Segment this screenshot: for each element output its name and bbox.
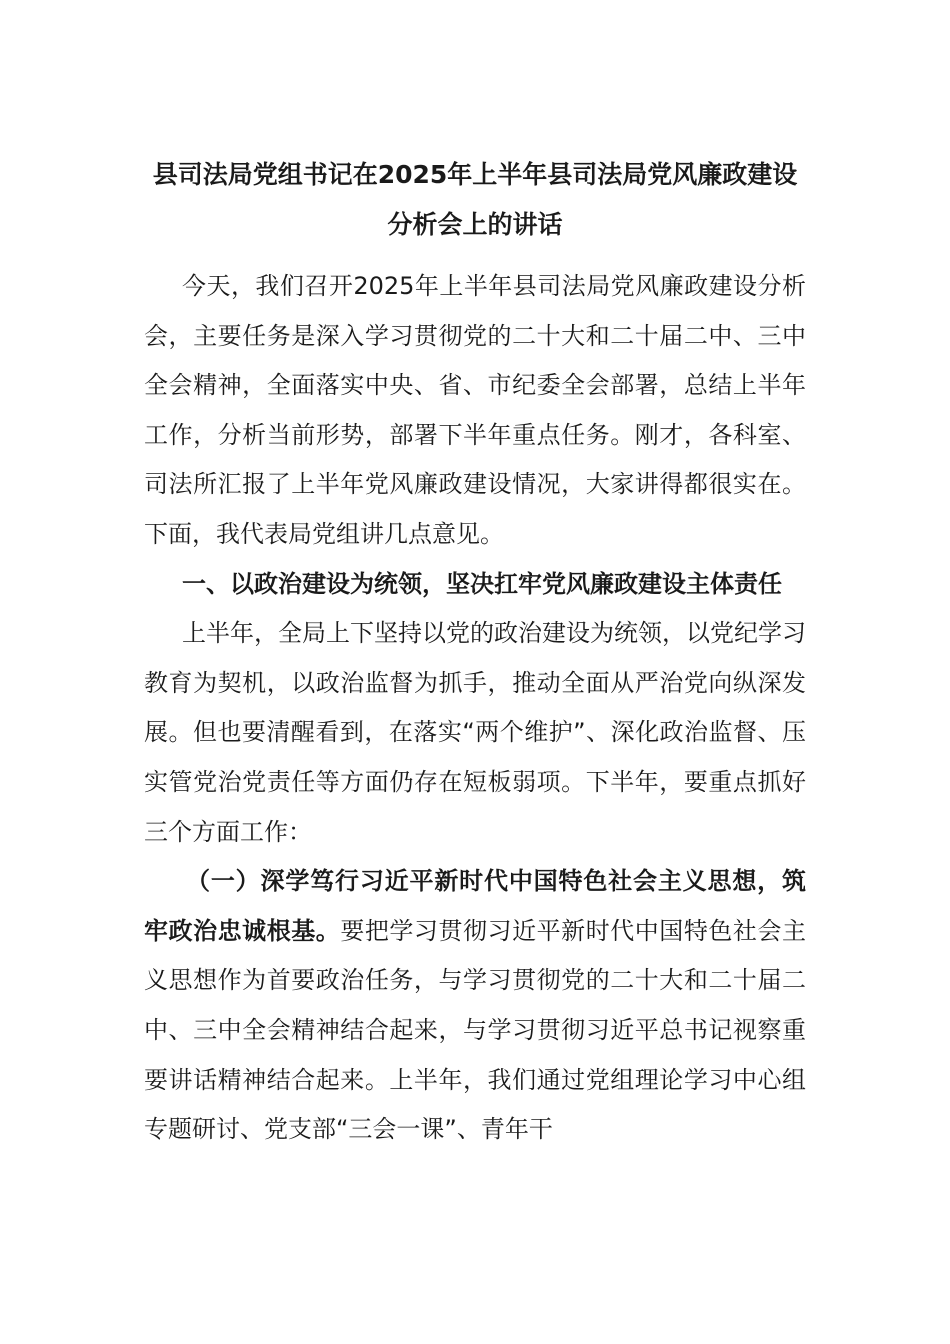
subsection-text: 要把学习贯彻习近平新时代中国特色社会主义思想作为首要政治任务，与学习贯彻党的二十大和二十届二中、三中全会精神结合起来，与学习贯彻习近平总书记视察重要讲话精神结合起来。上半年，我们通过党组理论学习中心组专题研讨、党支部“三会一课”、青年干 (144, 916, 807, 1144)
paragraph-section-1: 上半年，全局上下坚持以党的政治建设为统领，以党纪学习教育为契机，以政治监督为抓手，推动全面从严治党向纵深发展。但也要清醒看到，在落实“两个维护”、深化政治监督、压实管党治党责任等方面仍存在短板弱项。下半年，要重点抓好三个方面工作： (144, 619, 806, 846)
subsection-lead: （一）深学笃行习近平新时代中国特色社会主义思想，筑牢政治忠诚根基。 (144, 867, 806, 945)
paragraph-intro: 今天，我们召开2025年上半年县司法局党风廉政建设分析会，主要任务是深入学习贯彻党的二十大和二十届二中、三中全会精神，全面落实中央、省、市纪委全会部署，总结上半年工作，分析当前形势，部署下半年重点任务。刚才，各科室、司法所汇报了上半年党风廉政建设情况，大家讲得都很实在。下面，我代表局党组讲几点意见。 (144, 272, 806, 548)
document-title: 县司法局党组书记在2025年上半年县司法局党风廉政建设分析会上的讲话 (152, 160, 798, 239)
section-heading-1: 一、以政治建设为统领，坚决扛牢党风廉政建设主体责任 (182, 569, 782, 598)
document-body (144, 262, 806, 1155)
paragraph-subsection-1 (144, 857, 806, 1155)
